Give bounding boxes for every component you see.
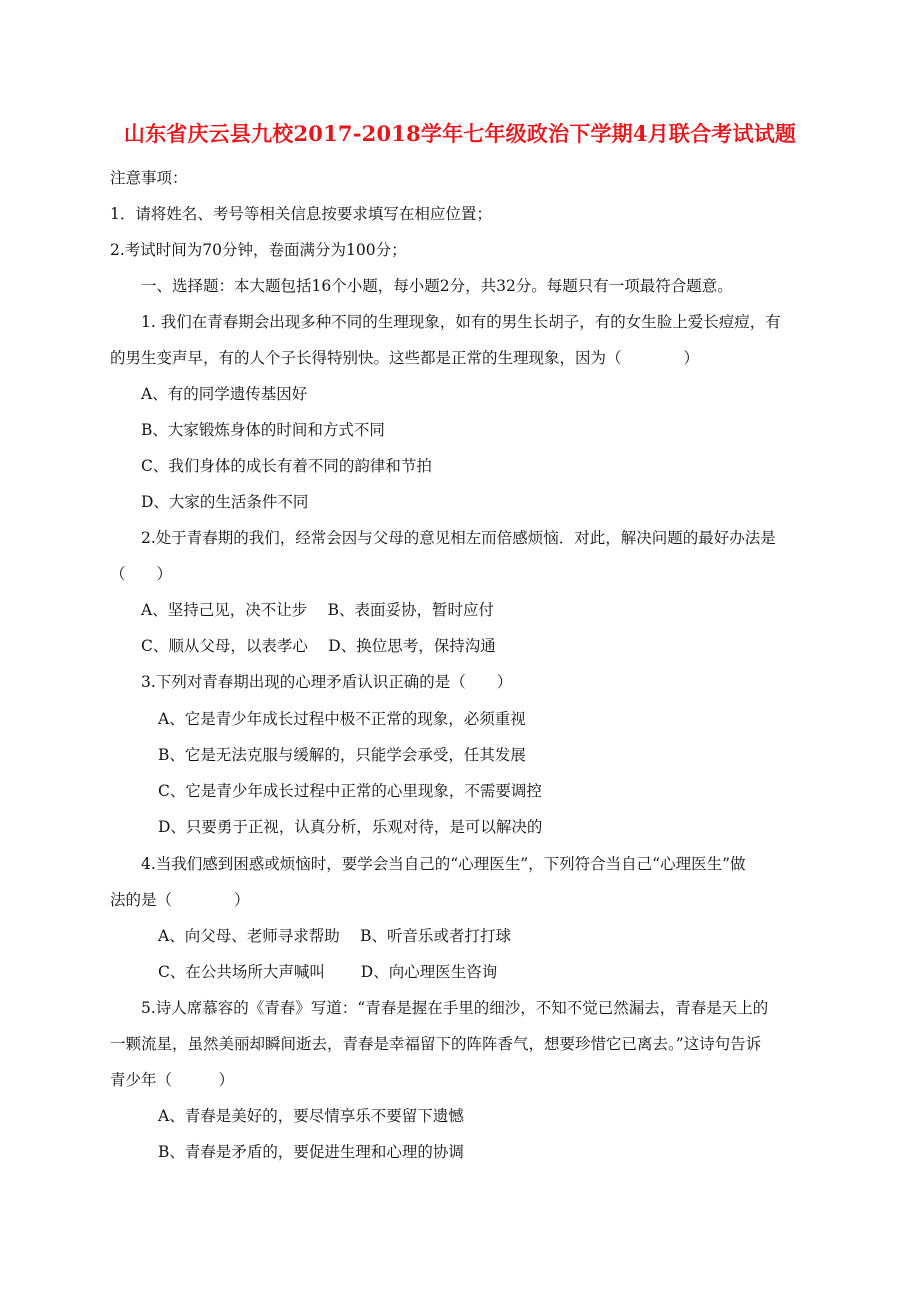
- question-4-stem-line-1: 4.当我们感到困惑或烦恼时，要学会当自己的“心理医生”，下列符合当自己“心理医生”做: [141, 855, 746, 873]
- question-2-options-cd: C、顺从父母，以表孝心 D、换位思考，保持沟通: [141, 637, 496, 655]
- question-1-option-d: D、大家的生活条件不同: [141, 493, 309, 511]
- question-3-option-d: D、只要勇于正视，认真分析，乐观对待，是可以解决的: [158, 818, 543, 836]
- question-4-options-cd: C、在公共场所大声喊叫 D、向心理医生咨询: [158, 963, 498, 981]
- question-1-option-b: B、大家锻炼身体的时间和方式不同: [141, 421, 385, 439]
- question-5-stem-line-3: 青少年（ ）: [110, 1071, 235, 1089]
- question-3-stem: 3.下列对青春期出现的心理矛盾认识正确的是（ ）: [141, 673, 513, 691]
- question-1-stem-line-2: 的男生变声早，有的人个子长得特别快。这些都是正常的生理现象，因为（ ）: [110, 349, 700, 367]
- question-5-stem-line-1: 5.诗人席慕容的《青春》写道：“青春是握在手里的细沙，不知不觉已然漏去，青春是天上的: [141, 999, 769, 1017]
- question-5-option-a: A、青春是美好的，要尽情享乐不要留下遗憾: [158, 1107, 464, 1125]
- notice-item-1: 1．请将姓名、考号等相关信息按要求填写在相应位置；: [110, 205, 492, 223]
- question-4-stem-line-2: 法的是（ ）: [110, 891, 250, 909]
- question-5-option-b: B、青春是矛盾的，要促进生理和心理的协调: [158, 1143, 464, 1161]
- question-3-option-b: B、它是无法克服与缓解的，只能学会承受，任其发展: [158, 746, 526, 764]
- question-1-option-c: C、我们身体的成长有着不同的韵律和节拍: [141, 457, 432, 475]
- question-2-stem-line-2: （ ）: [110, 565, 173, 583]
- question-4-options-ab: A、向父母、老师寻求帮助 B、听音乐或者打打球: [158, 927, 512, 945]
- question-2-options-ab: A、坚持己见，决不让步 B、表面妥协，暂时应付: [141, 601, 495, 619]
- notice-item-2: 2.考试时间为70分钟，卷面满分为100分；: [110, 241, 407, 259]
- question-3-option-c: C、它是青少年成长过程中正常的心里现象，不需要调控: [158, 782, 542, 800]
- question-2-stem-line-1: 2.处于青春期的我们，经常会因与父母的意见相左而倍感烦恼．对此，解决问题的最好办法是: [141, 529, 776, 547]
- section-heading: 一、选择题：本大题包括16个小题，每小题2分，共32分。每题只有一项最符合题意。: [141, 277, 733, 295]
- question-1-option-a: A、有的同学遗传基因好: [141, 385, 308, 403]
- question-3-option-a: A、它是青少年成长过程中极不正常的现象，必须重视: [158, 710, 526, 728]
- question-1-stem-line-1: 1. 我们在青春期会出现多种不同的生理现象，如有的男生长胡子，有的女生脸上爱长痘痘，有: [141, 313, 781, 331]
- exam-title: 山东省庆云县九校2017-2018学年七年级政治下学期4月联合考试试题: [123, 121, 797, 146]
- question-5-stem-line-2: 一颗流星，虽然美丽却瞬间逝去，青春是幸福留下的阵阵香气，想要珍惜它已离去。”这诗句告诉: [110, 1035, 762, 1053]
- notice-heading: 注意事项：: [110, 169, 188, 187]
